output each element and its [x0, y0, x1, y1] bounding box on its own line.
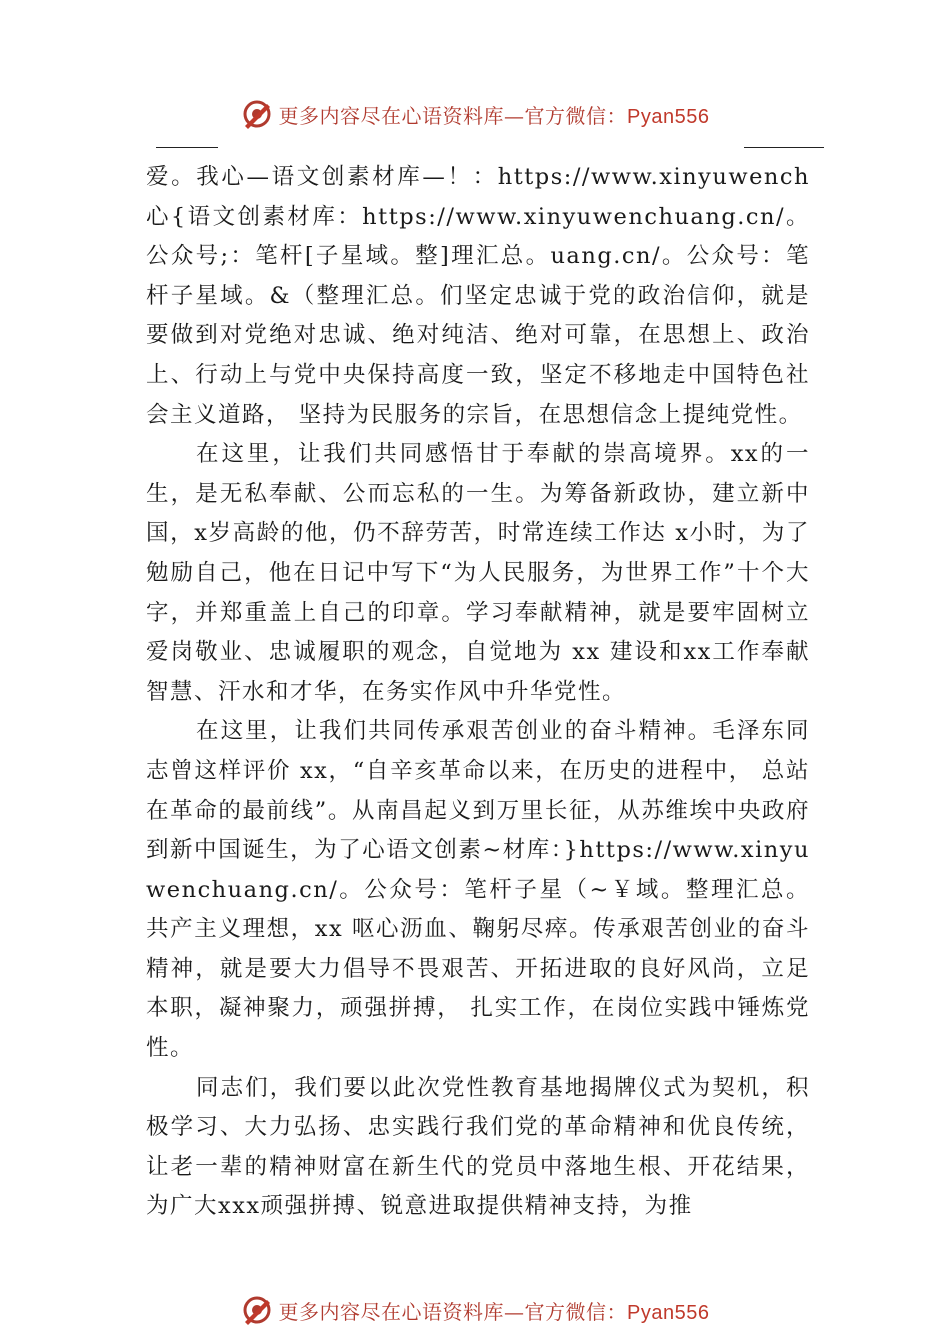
footer-banner-label: 官方微信： — [524, 1299, 628, 1324]
header-rule-left — [156, 147, 218, 148]
paragraph-4: 同志们，我们要以此次党性教育基地揭牌仪式为契机，积极学习、大力弘扬、忠实践行我们党的革命精神和优良传统，让老一辈的精神财富在新生代的党员中落地生根、开花结果，为广大xxx顽强拼搏、锐意进取提供精神支持，为推 — [146, 1074, 810, 1220]
header-banner-brand: 更多内容尽在心语资料库 — [278, 103, 505, 128]
header-banner — [0, 94, 950, 134]
paragraph-3: 在这里，让我们共同传承艰苦创业的奋斗精神。毛泽东同志曾这样评价 xx，“自辛亥革命以来，在历史的进程中， 总站在革命的最前线”。从南昌起义到万里长征，从苏维埃中央政府到新中国诞生，为了心语文创素~材库：}https://www.xinyuwenchuang.cn/。公众号：笔杆子星（~￥域。整理汇总。共产主义理想，xx 呕心沥血、鞠躬尽瘁。传承艰苦创业的奋斗精神，就是要大力倡导不畏艰苦、开拓进取的良好风尚，立足本职，凝神聚力，顽强拼搏， 扎实工作，在岗位实践中锤炼党性。 — [146, 718, 810, 1062]
paragraph-2: 在这里，让我们共同感悟甘于奉献的崇高境界。xx的一生，是无私奉献、公而忘私的一生。为筹备新政协，建立新中国，x岁高龄的他，仍不辞劳苦，时常连续工作达 x小时，为了勉励自己，他在日记中写下“为人民服务，为世界工作”十个大字，并郑重盖上自己的印章。学习奉献精神，就是要牢固树立爱岗敬业、忠诚履职的观念，自觉地为 xx 建设和xx工作奉献智慧、汗水和才华，在务实作风中升华党性。 — [146, 441, 810, 705]
footer-banner-wechat: Pyan556 — [627, 1301, 710, 1324]
footer-banner-dash: — — [504, 1299, 525, 1324]
footer-banner-brand: 更多内容尽在心语资料库 — [278, 1299, 505, 1324]
header-banner-label: 官方微信： — [524, 103, 628, 128]
header-banner-wechat: Pyan556 — [627, 105, 710, 128]
footer-banner — [0, 1290, 950, 1330]
brand-logo-icon — [241, 98, 273, 130]
document-body — [146, 158, 810, 1227]
footer-banner-text — [279, 1296, 710, 1325]
brand-logo-icon — [241, 1294, 273, 1326]
paragraph-1: 爱。我心—语文创素材库—！：https://www.xinyuwench心{语文创素材库：https://www.xinyuwenchuang.cn/。公众号;：笔杆[子星域。整]理汇总。uang.cn/。公众号：笔杆子星域。&（整理汇总。们坚定忠诚于党的政治信仰，就是要做到对党绝对忠诚、绝对纯洁、绝对可靠，在思想上、政治上、行动上与党中央保持高度一致，坚定不移地走中国特色社会主义道路， 坚持为民服务的宗旨，在思想信念上提纯党性。 — [146, 164, 810, 428]
header-banner-text — [279, 100, 710, 129]
header-rule-right — [744, 147, 824, 148]
header-banner-dash: — — [504, 103, 525, 128]
